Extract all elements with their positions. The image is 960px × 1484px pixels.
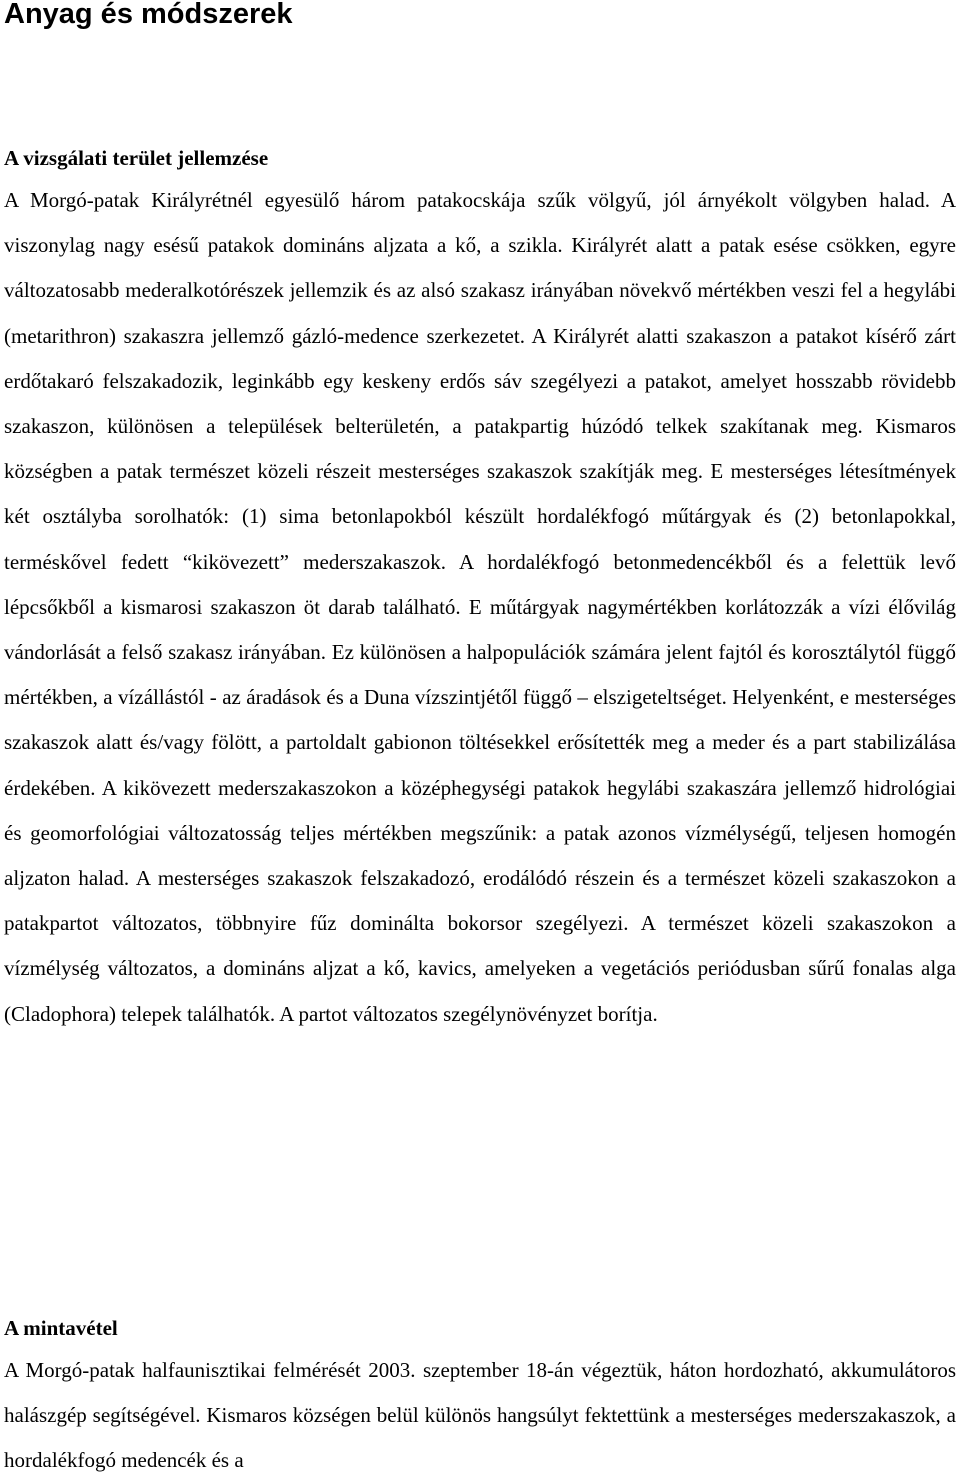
paragraph-study-area: A Morgó-patak Királyrétnél egyesülő három patakocskája szűk völgyű, jól árnyékolt völgyben halad. A viszonylag nagy esésű patakok domináns aljzata a kő, a szikla. Királyrét alatt a patak esése csökken, egyre változatosabb mederalkotórészek jellemzik és az alsó szakasz irányában növekvő mértékben veszi fel a hegylábi (metarithron) szakaszra jellemző gázló-medence szerkezetet. A Királyrét alatti szakaszon a patakot kísérő zárt erdőtakaró felszakadozik, leginkább egy keskeny erdős sáv szegélyezi a patakot, amelyet hosszabb rövidebb szakaszon, különösen a települések belterületén, a patakpartig húzódó telkek szakítanak meg. Kismaros községben a patak természet közeli részeit mesterséges szakaszok szakítják meg. E mesterséges létesítmények két osztályba sorolhatók: (1) sima betonlapokból készült hordalékfogó műtárgyak és (2) betonlapokkal, terméskővel fedett “kikövezett” mederszakaszok. A hordalékfogó betonmedencékből és a felettük levő lépcsőkből a kismarosi szakaszon öt darab található. E műtárgyak nagymértékben korlátozzák a vízi élővilág vándorlását a felső szakasz irányában. Ez különösen a halpopulációk számára jelent fajtól és korosztálytól függő mértékben, a vízállástól - az áradások és a Duna vízszintjétől függő – elszigeteltséget. Helyenként, e mesterséges szakaszok alatt és/vagy fölött, a partoldalt gabionon töltésekkel erősítették meg a meder és a part stabilizálása érdekében. A kikövezett mederszakaszokon a középhegységi patakok hegylábi szakaszára jellemző hidrológiai és geomorfológiai változatosság teljes mértékben megszűnik: a patak azonos vízmélységű, teljesen homogén aljzaton halad. A mesterséges szakaszok felszakadozó, erodálódó részein és a természet közeli szakaszokon a patakpartot változatos, többnyire fűz dominálta bokorsor szegélyezi. A természet közeli szakaszokon a vízmélység változatos, a domináns aljzat a kő, kavics, amelyeken a vegetációs periódusban sűrű fonalas alga (Cladophora) telepek találhatók. A partot változatos szegélynövényzet borítja. [4,188,956,1026]
section-heading-sampling: A mintavétel [4,1316,118,1340]
section-heading-study-area: A vizsgálati terület jellemzése [4,146,269,170]
page-title: Anyag és módszerek [4,0,293,30]
paragraph-sampling: A Morgó-patak halfaunisztikai felmérését 2003. szeptember 18-án végeztük, háton hordozható, akkumulátoros halászgép segítségével. Kismaros községen belül különös hangsúlyt fektettünk a mesterséges mederszakaszok, a hordalékfogó medencék és a [4,1358,956,1473]
